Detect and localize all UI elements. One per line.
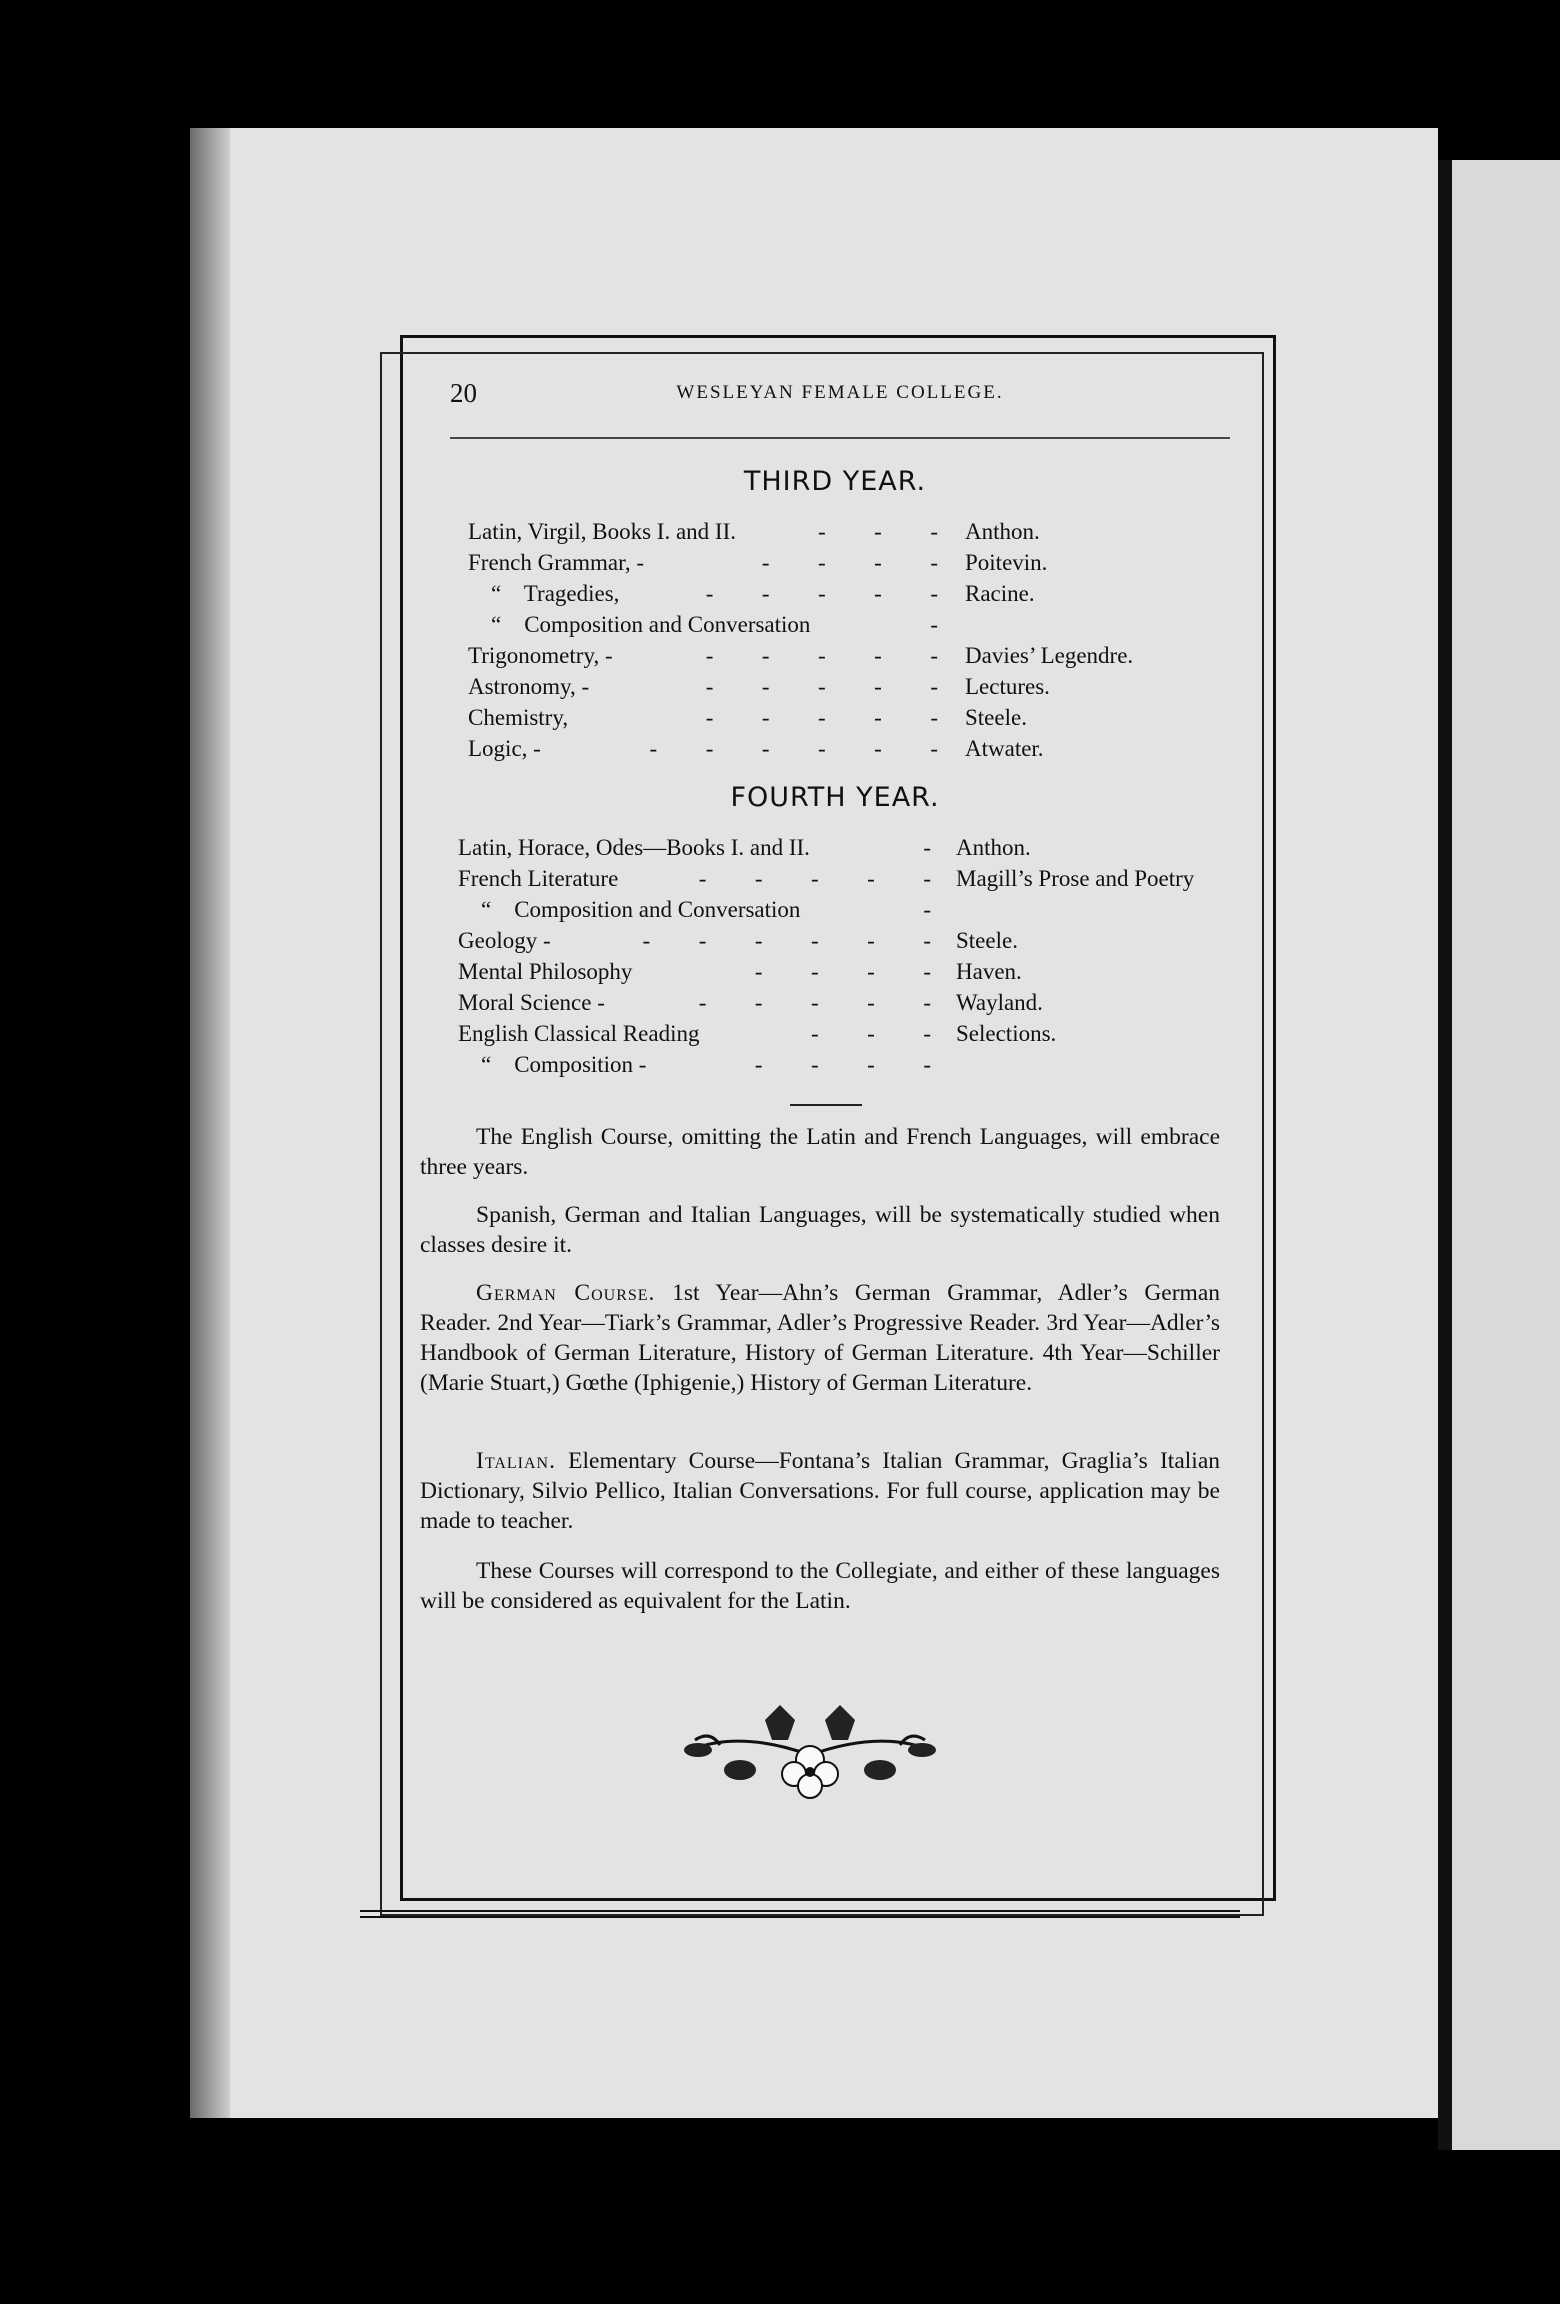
course-subject: “ Composition and Conversation [468,612,811,637]
course-row [468,733,1248,765]
course-subject: Mental Philosophy [458,959,633,984]
header-rule [450,437,1230,439]
course-subject: Moral Science - [458,990,605,1015]
course-row [458,894,1238,926]
leader-dashes: - - - [818,519,940,544]
leader-dashes: - - - - [754,959,933,984]
course-textbook: Wayland. [956,990,1043,1015]
course-textbook: Anthon. [965,519,1040,544]
leader-dashes: - [930,612,940,637]
equivalent-paragraph [420,1556,1220,1616]
leader-dashes: - - - - - - [642,928,933,953]
italian-label: Italian. [476,1448,556,1474]
leader-dashes: - - - [811,1021,933,1046]
leader-dashes: - - - - - [705,674,940,699]
german-course-text: 1st Year—Ahn’s German Grammar, Adler’s German Reader. 2nd Year—Tiark’s Grammar, Adler’s Progressive Reader. 3rd Year—Adler’s Handbook of German Literature, History of German Literature. 4th Year—Schiller (Marie Stuart,) Gœthe (Iphigenie,) History of German Literature. [420,1280,1221,1396]
course-textbook: Lectures. [965,674,1050,699]
leader-dashes: - - - - - [698,866,933,891]
german-course-paragraph [420,1278,1220,1398]
course-row [468,516,1248,548]
leader-dashes: - - - - - [705,643,940,668]
fourth-year-title: FOURTH YEAR. [730,782,940,813]
running-head [450,378,1230,418]
floral-vignette-icon [680,1700,940,1810]
english-course-paragraph [420,1122,1220,1182]
languages-paragraph [420,1200,1220,1260]
course-row [468,640,1248,672]
course-row [468,578,1248,610]
course-subject: Logic, - [468,736,541,761]
course-row [468,702,1248,734]
page-number: 20 [450,378,477,408]
course-subject: “ Tragedies, [468,581,620,606]
languages-text: Spanish, German and Italian Languages, will be systematically studied when classes desire it. [420,1202,1220,1258]
course-subject: Geology - [458,928,551,953]
course-subject: Astronomy, - [468,674,590,699]
course-textbook: Haven. [956,959,1022,984]
leader-dashes: - - - - - [698,990,933,1015]
course-row [458,987,1238,1019]
course-row [458,1049,1238,1081]
course-textbook: Magill’s Prose and Poetry [956,866,1195,891]
italian-text: Elementary Course—Fontana’s Italian Grammar, Graglia’s Italian Dictionary, Silvio Pellico, Italian Conversations. For full course, application may be made to teacher. [420,1448,1220,1534]
course-subject: French Literature [458,866,619,891]
course-textbook: Atwater. [965,736,1044,761]
course-subject: Trigonometry, - [468,643,613,668]
course-row [468,609,1248,641]
italian-paragraph [420,1446,1220,1536]
course-subject: “ Composition and Conversation [458,897,801,922]
course-subject: Chemistry, [468,705,569,730]
course-textbook: Steele. [956,928,1018,953]
leader-dashes: - [923,835,933,860]
page-edge-shadow [190,128,230,2118]
course-subject: Latin, Virgil, Books I. and II. [468,519,736,544]
course-textbook: Poitevin. [965,550,1048,575]
leader-dashes: - - - - [761,550,940,575]
course-row [458,925,1238,957]
leader-dashes: - - - - [754,1052,933,1077]
english-course-text: The English Course, omitting the Latin and French Languages, will embrace three years. [420,1124,1220,1180]
course-row [458,1018,1238,1050]
course-subject: English Classical Reading [458,1021,700,1046]
course-textbook: Steele. [965,705,1027,730]
course-textbook: Selections. [956,1021,1057,1046]
facing-page-edge [1438,160,1560,2150]
course-subject: Latin, Horace, Odes—Books I. and II. [458,835,810,860]
third-year-title: THIRD YEAR. [743,466,927,497]
course-row [468,671,1248,703]
course-row [458,832,1238,864]
course-subject: “ Composition - [458,1052,647,1077]
bottom-border-rules [360,1910,1240,1922]
leader-dashes: - - - - - - [649,736,940,761]
course-textbook: Anthon. [956,835,1031,860]
leader-dashes: - [923,897,933,922]
college-name: WESLEYAN FEMALE COLLEGE. [676,382,1004,403]
course-row [458,863,1238,895]
leader-dashes: - - - - - [705,705,940,730]
course-row [458,956,1238,988]
course-row [468,547,1248,579]
course-textbook: Davies’ Legendre. [965,643,1134,668]
equivalent-text: These Courses will correspond to the Collegiate, and either of these languages will be considered as equivalent for the Latin. [420,1558,1220,1614]
course-subject: French Grammar, - [468,550,644,575]
course-textbook: Racine. [965,581,1035,606]
section-divider [790,1104,862,1106]
german-course-label: German Course. [476,1280,656,1306]
leader-dashes: - - - - - [705,581,940,606]
